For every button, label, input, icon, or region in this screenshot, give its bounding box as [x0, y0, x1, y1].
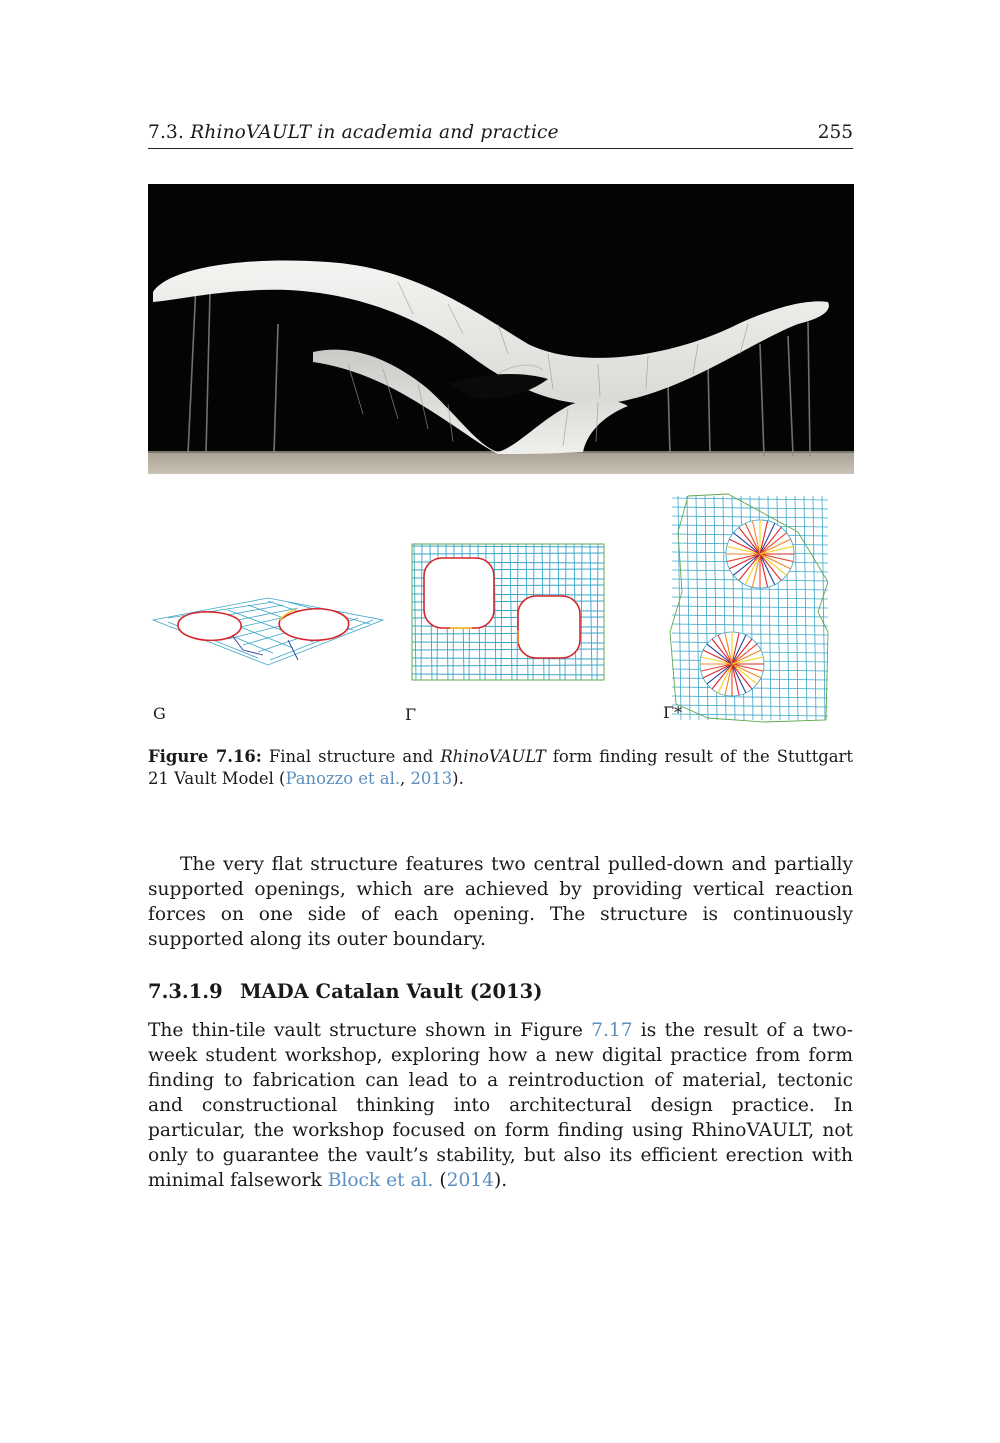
section-number: 7.3.	[148, 122, 185, 143]
p2-text-c: (	[433, 1170, 447, 1191]
caption-citation-link[interactable]: Panozzo et al.	[285, 769, 401, 788]
mesh-line	[672, 588, 828, 590]
form-diagram-mesh	[148, 590, 388, 670]
page-number: 255	[817, 122, 853, 143]
mesh-line	[672, 633, 828, 635]
force-diagram	[668, 492, 834, 724]
caption-text-2: form finding result of the Stuttgart 21 Vault Model (	[148, 747, 853, 788]
section-name: RhinoVAULT in academia and practice	[190, 122, 559, 143]
mesh-line	[672, 696, 828, 698]
body-paragraph-1: The very flat structure features two central pulled-down and partially supported openings, which are achieved by providing vertical reaction forces on one side of each opening. The structure is continuously supported along its outer boundary.	[148, 854, 853, 950]
p2-text-a: The thin-tile vault structure shown in Figure	[148, 1020, 592, 1041]
p2-citation-link[interactable]: Block et al.	[327, 1170, 434, 1191]
mesh-line	[672, 597, 828, 599]
mesh-line	[786, 496, 789, 720]
vault-photo-drawing	[148, 184, 854, 474]
caption-year-link[interactable]: 2013	[410, 769, 453, 788]
caption-italic: RhinoVAULT	[440, 747, 546, 766]
caption-sep: ,	[400, 769, 411, 788]
mesh-line	[687, 496, 690, 720]
caption-text-1: Final structure and	[268, 747, 434, 766]
diagram-label-gamma-star: Γ*	[663, 703, 683, 722]
diagram-g	[148, 590, 388, 670]
mesh-line	[414, 544, 416, 680]
mesh-line	[672, 606, 828, 608]
mesh-line	[412, 658, 604, 659]
mesh-line	[501, 544, 502, 680]
p2-year-link[interactable]: 2014	[446, 1170, 494, 1191]
mesh-line	[672, 714, 828, 716]
mesh-line	[597, 544, 598, 680]
vault-model-photo	[148, 184, 854, 474]
mesh-line	[590, 544, 592, 680]
mesh-line	[412, 546, 604, 547]
diagram-gamma	[410, 540, 606, 685]
mesh-line	[412, 665, 604, 666]
diagram-gamma-star	[668, 492, 834, 724]
section-title	[148, 122, 559, 143]
mesh-line	[672, 705, 828, 707]
mesh-line	[412, 674, 604, 675]
mesh-line	[696, 496, 699, 720]
diagram-label-g: G	[153, 704, 166, 723]
section-heading	[148, 980, 542, 1003]
mesh-line	[412, 553, 604, 554]
mesh-line	[510, 544, 512, 680]
caption-end: ).	[452, 769, 464, 788]
caption-label: Figure 7.16:	[148, 747, 262, 766]
mesh-line	[672, 624, 828, 626]
figure-ref-link[interactable]: 7.17	[591, 1020, 633, 1041]
p2-text-d: ).	[493, 1170, 508, 1191]
mesh-line	[705, 496, 708, 720]
running-head	[148, 118, 853, 149]
mesh-line	[672, 615, 828, 617]
form-diagram-grid	[410, 540, 606, 685]
mesh-line	[581, 544, 582, 680]
heading-number: 7.3.1.9	[148, 980, 223, 1003]
p2-text-b: is the result of a two-week student workshop, exploring how a new digital practice from form finding to fabrication can lead to a reintroduction of material, tectonic and constructional thinking into architectural design practice. In particular, the workshop focused on form finding using RhinoVAULT, not only to guarantee the vault’s stability, but also its efficient erection with minimal falsework	[148, 1020, 854, 1191]
heading-title: MADA Catalan Vault (2013)	[240, 980, 543, 1003]
figure-caption	[148, 746, 853, 790]
body-paragraph-2	[148, 1018, 853, 1193]
diagram-label-gamma: Γ	[405, 705, 417, 724]
mesh-line	[421, 544, 422, 680]
